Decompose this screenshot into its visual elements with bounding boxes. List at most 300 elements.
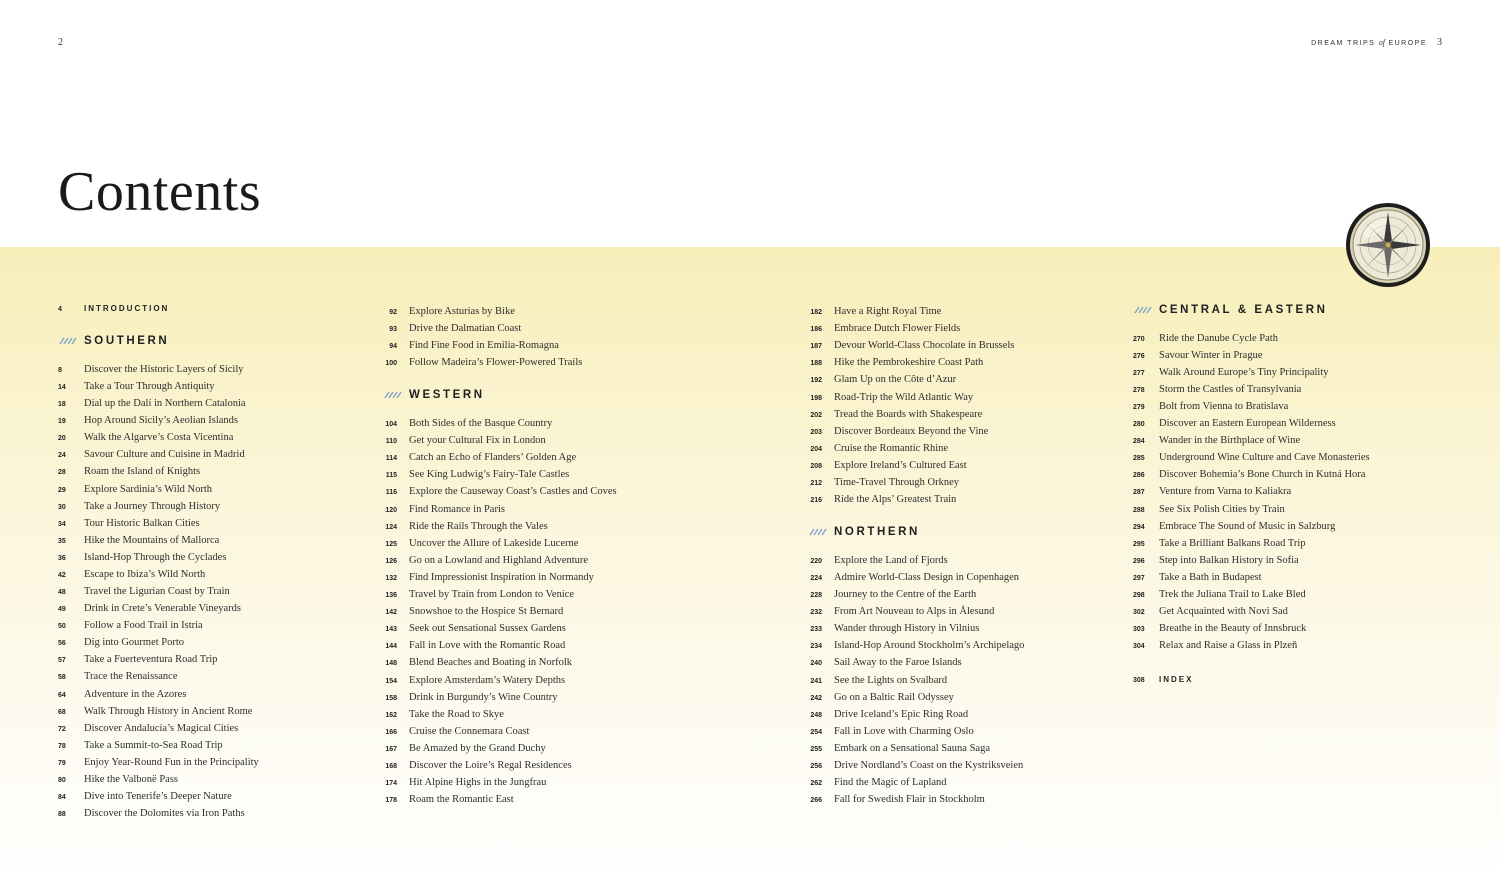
entry-page-number: 212 bbox=[810, 480, 822, 487]
entry-page-number: 35 bbox=[58, 537, 66, 545]
toc-entry[interactable] bbox=[58, 398, 246, 409]
toc-entry[interactable] bbox=[58, 535, 219, 546]
entry-title: Travel the Ligurian Coast by Train bbox=[84, 586, 230, 598]
toc-entry[interactable] bbox=[58, 569, 205, 580]
entry-title: Take a Journey Through History bbox=[84, 500, 221, 512]
entry-page-number: 80 bbox=[58, 776, 66, 784]
entry-page-number: 208 bbox=[810, 462, 822, 470]
entry-page-number: 286 bbox=[1133, 472, 1145, 480]
toc-entry[interactable] bbox=[1133, 589, 1306, 600]
entry-page-number: 79 bbox=[58, 759, 66, 767]
toc-entry[interactable] bbox=[808, 426, 988, 437]
toc-entry[interactable] bbox=[58, 364, 244, 375]
entry-page-number: 144 bbox=[385, 643, 397, 651]
entry-page-number: 68 bbox=[58, 708, 66, 716]
entry-page-number: 19 bbox=[58, 418, 66, 426]
entry-page-number: 36 bbox=[58, 554, 66, 562]
entry-title: Tour Historic Balkan Cities bbox=[84, 517, 200, 529]
toc-entry[interactable] bbox=[58, 723, 238, 734]
section-heading-western bbox=[383, 389, 485, 401]
entry-title: Go on a Baltic Rail Odyssey bbox=[834, 691, 954, 703]
entry-title: Road-Trip the Wild Atlantic Way bbox=[834, 391, 974, 403]
toc-entry[interactable] bbox=[58, 415, 238, 426]
entry-page-number: 302 bbox=[1133, 608, 1145, 616]
entry-title: Find Impressionist Inspiration in Normandy bbox=[409, 571, 594, 583]
entry-title: Fall in Love with Charming Oslo bbox=[834, 725, 974, 737]
toc-entry[interactable] bbox=[58, 706, 252, 717]
toc-entry[interactable] bbox=[58, 774, 178, 785]
toc-entry[interactable] bbox=[58, 552, 226, 563]
entry-page-number: 104 bbox=[385, 421, 397, 428]
entry-page-number: 224 bbox=[810, 575, 822, 583]
entry-page-number: 92 bbox=[389, 309, 397, 316]
entry-page-number: 142 bbox=[385, 609, 397, 617]
toc-entry[interactable] bbox=[383, 418, 552, 429]
toc-entry[interactable] bbox=[58, 586, 230, 597]
entry-title: Devour World-Class Chocolate in Brussels bbox=[834, 340, 1015, 352]
entry-title: Get Acquainted with Novi Sad bbox=[1159, 605, 1288, 617]
toc-entry[interactable] bbox=[383, 657, 572, 668]
toc-entry[interactable] bbox=[58, 432, 233, 443]
entry-title: Hop Around Sicily’s Aeolian Islands bbox=[84, 415, 238, 427]
entry-title: Embrace Dutch Flower Fields bbox=[834, 323, 961, 335]
entry-title: Discover Bohemia’s Bone Church in Kutná Hora bbox=[1159, 469, 1366, 481]
entry-page-number: 158 bbox=[385, 694, 397, 702]
entry-page-number: 148 bbox=[385, 660, 397, 668]
entry-title: From Art Nouveau to Alps in Ålesund bbox=[834, 606, 995, 618]
toc-entry[interactable] bbox=[383, 323, 521, 334]
entry-page-number: 256 bbox=[810, 762, 822, 770]
entry-title: Sail Away to the Faroe Islands bbox=[834, 657, 962, 669]
entry-title: See King Ludwig’s Fairy-Tale Castles bbox=[409, 469, 570, 481]
toc-entry[interactable] bbox=[808, 374, 956, 385]
entry-title: Storm the Castles of Transylvania bbox=[1159, 384, 1302, 396]
toc-entry[interactable] bbox=[1133, 333, 1278, 344]
toc-entry[interactable] bbox=[383, 623, 566, 634]
entry-page-number: 285 bbox=[1133, 455, 1145, 463]
toc-entry[interactable] bbox=[58, 449, 245, 460]
toc-entry[interactable] bbox=[383, 692, 558, 703]
entry-page-number: 100 bbox=[385, 360, 397, 368]
entry-page-number: 50 bbox=[58, 623, 66, 631]
toc-entry[interactable] bbox=[808, 726, 974, 737]
toc-entry[interactable] bbox=[383, 709, 504, 720]
toc-entry[interactable] bbox=[808, 606, 994, 617]
toc-entry[interactable] bbox=[808, 555, 948, 566]
toc-entry[interactable] bbox=[1133, 640, 1297, 651]
entry-page-number: 279 bbox=[1133, 404, 1145, 412]
toc-entry[interactable] bbox=[808, 477, 959, 488]
entry-title: Explore Sardinia’s Wild North bbox=[84, 483, 212, 495]
toc-entry[interactable] bbox=[1133, 435, 1300, 446]
toc-entry[interactable] bbox=[383, 306, 515, 317]
entry-title: Admire World-Class Design in Copenhagen bbox=[834, 572, 1020, 584]
entry-page-number: 8 bbox=[58, 367, 62, 374]
entry-title: Wander through History in Vilnius bbox=[834, 623, 980, 635]
entry-page-number: 58 bbox=[58, 674, 66, 682]
section-slashes-icon bbox=[808, 527, 834, 537]
entry-page-number: 186 bbox=[810, 326, 822, 334]
toc-entry[interactable] bbox=[383, 452, 576, 463]
entry-page-number: 29 bbox=[58, 486, 66, 494]
entry-title: Go on a Lowland and Highland Adventure bbox=[409, 554, 589, 566]
entry-page-number: 110 bbox=[385, 438, 397, 446]
toc-entry[interactable] bbox=[808, 589, 976, 600]
toc-entry[interactable] bbox=[808, 709, 968, 720]
toc-entry[interactable] bbox=[383, 777, 546, 788]
entry-title: Discover the Historic Layers of Sicily bbox=[84, 364, 244, 375]
entry-page-number: 174 bbox=[385, 780, 397, 788]
toc-entry[interactable] bbox=[1133, 452, 1370, 463]
entry-title: Travel by Train from London to Venice bbox=[409, 589, 575, 600]
entry-page-number: 136 bbox=[385, 592, 397, 599]
entry-title: Follow Madeira’s Flower-Powered Trails bbox=[409, 357, 583, 369]
toc-entry[interactable] bbox=[58, 484, 212, 495]
entry-page-number: 78 bbox=[58, 742, 66, 750]
section-heading-southern bbox=[58, 335, 169, 347]
entry-title: Discover the Loire’s Regal Residences bbox=[409, 760, 572, 771]
entry-page-number: 203 bbox=[810, 428, 822, 436]
entry-title: Adventure in the Azores bbox=[84, 688, 187, 700]
toc-entry[interactable] bbox=[383, 726, 529, 737]
entry-title: Get your Cultural Fix in London bbox=[409, 435, 546, 447]
entry-title: Ride the Rails Through the Vales bbox=[409, 520, 548, 532]
toc-entry[interactable] bbox=[808, 323, 960, 334]
entry-title: Uncover the Allure of Lakeside Lucerne bbox=[409, 537, 579, 549]
entry-page-number: 64 bbox=[58, 691, 66, 699]
entry-title: Snowshoe to the Hospice St Bernard bbox=[409, 606, 564, 618]
entry-page-number: 240 bbox=[810, 660, 822, 668]
entry-page-number: 114 bbox=[385, 455, 397, 463]
toc-entry[interactable] bbox=[1133, 521, 1335, 532]
toc-entry[interactable] bbox=[1133, 350, 1263, 361]
toc-entry[interactable] bbox=[383, 521, 548, 532]
toc-entry[interactable] bbox=[808, 794, 985, 805]
entry-title: Roam the Island of Knights bbox=[84, 466, 201, 478]
entry-title: Hit Alpine Highs in the Jungfrau bbox=[409, 777, 547, 789]
toc-entry[interactable] bbox=[1133, 606, 1288, 617]
toc-entry[interactable] bbox=[808, 675, 947, 686]
toc-entry[interactable] bbox=[808, 692, 954, 703]
toc-entry[interactable] bbox=[1133, 555, 1299, 566]
toc-entry[interactable] bbox=[383, 538, 578, 549]
entry-page-number: 198 bbox=[810, 394, 822, 402]
toc-entry[interactable] bbox=[58, 689, 186, 700]
entry-page-number: 241 bbox=[810, 677, 822, 685]
section-slashes-icon bbox=[58, 336, 84, 346]
entry-page-number: 34 bbox=[58, 520, 66, 528]
toc-entry[interactable] bbox=[808, 572, 1019, 583]
entry-page-number: 270 bbox=[1133, 336, 1145, 343]
entry-page-number: 116 bbox=[385, 489, 397, 497]
entry-page-number: 162 bbox=[385, 711, 397, 719]
entry-page-number: 18 bbox=[58, 401, 66, 409]
toc-entry[interactable] bbox=[1133, 623, 1306, 634]
toc-entry[interactable] bbox=[808, 340, 1014, 351]
entry-page-number: 57 bbox=[58, 657, 66, 665]
entry-title: Roam the Romantic East bbox=[409, 794, 514, 806]
entry-title: Breathe in the Beauty of Innsbruck bbox=[1159, 622, 1307, 634]
entry-title: Embark on a Sensational Sauna Saga bbox=[834, 742, 991, 754]
toc-entry[interactable] bbox=[1133, 538, 1306, 549]
entry-title: See Six Polish Cities by Train bbox=[1159, 503, 1285, 515]
toc-entry[interactable] bbox=[808, 760, 1023, 771]
entry-title: Dive into Tenerife’s Deeper Nature bbox=[84, 791, 232, 802]
page-number-left: 2 bbox=[58, 37, 63, 48]
entry-title: Take a Summit-to-Sea Road Trip bbox=[84, 739, 223, 751]
entry-page-number: 296 bbox=[1133, 557, 1145, 565]
entry-page-number: 166 bbox=[385, 728, 397, 736]
toc-entry[interactable] bbox=[808, 460, 967, 471]
entry-title: Tread the Boards with Shakespeare bbox=[834, 408, 983, 420]
entry-page-number: 56 bbox=[58, 640, 66, 648]
toc-entry[interactable] bbox=[808, 777, 947, 788]
entry-page-number: 242 bbox=[810, 694, 822, 702]
entry-page-number: 115 bbox=[385, 472, 397, 480]
entry-title: Walk Around Europe’s Tiny Principality bbox=[1159, 367, 1329, 379]
toc-entry[interactable] bbox=[383, 589, 574, 600]
toc-entry[interactable] bbox=[808, 443, 948, 454]
entry-page-number: 167 bbox=[385, 745, 397, 753]
toc-entry[interactable] bbox=[1133, 418, 1336, 429]
entry-page-number: 72 bbox=[58, 725, 66, 733]
toc-entry[interactable] bbox=[808, 306, 941, 317]
toc-entry[interactable] bbox=[383, 486, 617, 497]
toc-entry[interactable] bbox=[58, 757, 259, 768]
page-title: Contents bbox=[58, 161, 262, 223]
toc-entry[interactable] bbox=[1133, 384, 1301, 395]
entry-page-number: 288 bbox=[1133, 506, 1145, 514]
entry-title: Blend Beaches and Boating in Norfolk bbox=[409, 657, 573, 669]
running-head-part-a: DREAM TRIPS bbox=[1311, 40, 1376, 47]
running-head-part-b: EUROPE bbox=[1388, 40, 1427, 47]
toc-entry[interactable] bbox=[383, 469, 569, 480]
entry-title: Drink in Crete’s Venerable Vineyards bbox=[84, 603, 242, 615]
entry-page-number: 216 bbox=[810, 497, 822, 505]
entry-page-number: 143 bbox=[385, 626, 397, 634]
entry-page-number: 262 bbox=[810, 780, 822, 788]
entry-page-number: 120 bbox=[385, 506, 397, 514]
entry-title: Take a Brilliant Balkans Road Trip bbox=[1159, 537, 1306, 549]
entry-page-number: 295 bbox=[1133, 540, 1145, 548]
entry-page-number: 255 bbox=[810, 745, 822, 753]
entry-title: Explore Asturias by Bike bbox=[409, 306, 515, 317]
index-entry[interactable] bbox=[1133, 675, 1193, 684]
entry-title: Discover an Eastern European Wilderness bbox=[1159, 418, 1336, 430]
entry-page-number: 278 bbox=[1133, 387, 1145, 395]
toc-entry[interactable] bbox=[383, 357, 582, 368]
entry-title: Explore Ireland’s Cultured East bbox=[834, 459, 967, 471]
entry-title: Savour Culture and Cuisine in Madrid bbox=[84, 449, 245, 461]
entry-title: Fall in Love with the Romantic Road bbox=[409, 640, 566, 652]
toc-entry[interactable] bbox=[808, 494, 956, 505]
entry-page-number: 234 bbox=[810, 643, 822, 651]
entry-title: Explore Amsterdam’s Watery Depths bbox=[409, 674, 566, 686]
entry-title: Trace the Renaissance bbox=[84, 671, 178, 683]
section-slashes-icon bbox=[383, 390, 409, 400]
entry-title: Ride the Danube Cycle Path bbox=[1159, 333, 1278, 344]
toc-entry[interactable] bbox=[58, 671, 178, 682]
toc-entry[interactable] bbox=[58, 654, 217, 665]
toc-entry[interactable] bbox=[383, 435, 546, 446]
toc-entry[interactable] bbox=[58, 381, 215, 392]
toc-entry[interactable] bbox=[383, 743, 546, 754]
entry-page-number: 233 bbox=[810, 626, 822, 634]
entry-page-number: 132 bbox=[385, 574, 397, 582]
entry-page-number: 30 bbox=[58, 503, 66, 511]
entry-title: Discover Andalucía’s Magical Cities bbox=[84, 722, 239, 734]
section-heading-label: CENTRAL & EASTERN bbox=[1159, 304, 1328, 316]
entry-page-number: 228 bbox=[810, 592, 822, 600]
section-heading-central-eastern bbox=[1133, 304, 1328, 316]
entry-title: Have a Right Royal Time bbox=[834, 306, 942, 317]
entry-title: Wander in the Birthplace of Wine bbox=[1159, 435, 1301, 447]
entry-title: Escape to Ibiza’s Wild North bbox=[84, 568, 206, 580]
entry-page-number: 49 bbox=[58, 606, 66, 614]
entry-title: Ride the Alps’ Greatest Train bbox=[834, 494, 957, 506]
entry-page-number: 220 bbox=[810, 558, 822, 565]
entry-title: Cruise the Connemara Coast bbox=[409, 725, 530, 737]
entry-page-number: 93 bbox=[389, 326, 397, 334]
entry-title: Discover the Dolomites via Iron Paths bbox=[84, 808, 245, 820]
running-head-text bbox=[1311, 38, 1427, 47]
toc-entry[interactable] bbox=[808, 357, 983, 368]
section-heading-northern bbox=[808, 526, 920, 538]
entry-page-number: 48 bbox=[58, 589, 66, 597]
toc-entry[interactable] bbox=[58, 518, 200, 529]
entry-title: Dial up the Dalí in Northern Catalonia bbox=[84, 398, 246, 410]
entry-title: Walk Through History in Ancient Rome bbox=[84, 705, 253, 717]
compass-icon bbox=[1345, 202, 1431, 288]
toc-entry[interactable] bbox=[58, 603, 241, 614]
toc-entry[interactable] bbox=[383, 340, 559, 351]
entry-page-number: 168 bbox=[385, 763, 397, 770]
toc-entry[interactable] bbox=[1133, 469, 1365, 480]
toc-entry[interactable] bbox=[808, 409, 982, 420]
entry-page-number: 187 bbox=[810, 343, 822, 351]
entry-title: Take the Road to Skye bbox=[409, 708, 504, 720]
toc-entry[interactable] bbox=[808, 392, 973, 403]
toc-entry[interactable] bbox=[808, 743, 990, 754]
entry-page-number: 4 bbox=[58, 306, 62, 313]
entry-page-number: 280 bbox=[1133, 421, 1145, 429]
entry-title: Explore the Causeway Coast’s Castles and Coves bbox=[409, 486, 617, 498]
section-heading-label: SOUTHERN bbox=[84, 335, 170, 347]
entry-page-number: 14 bbox=[58, 384, 66, 392]
entry-title: Cruise the Romantic Rhine bbox=[834, 442, 949, 454]
entry-page-number: 188 bbox=[810, 360, 822, 368]
entry-page-number: 154 bbox=[385, 677, 397, 685]
entry-page-number: 24 bbox=[58, 452, 66, 460]
toc-entry[interactable] bbox=[383, 555, 588, 566]
entry-title: Take a Fuerteventura Road Trip bbox=[84, 654, 218, 666]
toc-entry[interactable] bbox=[58, 466, 200, 477]
entry-title: Drink in Burgundy’s Wine Country bbox=[409, 691, 558, 703]
entry-page-number: 276 bbox=[1133, 353, 1145, 361]
entry-title: Be Amazed by the Grand Duchy bbox=[409, 742, 546, 754]
entry-title: Journey to the Centre of the Earth bbox=[834, 589, 977, 601]
entry-title: Take a Bath in Budapest bbox=[1159, 571, 1262, 583]
entry-title: Find the Magic of Lapland bbox=[834, 777, 947, 789]
entry-page-number: 248 bbox=[810, 711, 822, 719]
entry-page-number: 20 bbox=[58, 435, 66, 443]
entry-title: INDEX bbox=[1159, 675, 1194, 684]
entry-page-number: 304 bbox=[1133, 642, 1145, 650]
toc-entry[interactable] bbox=[1133, 504, 1285, 515]
entry-page-number: 94 bbox=[389, 343, 397, 351]
toc-entry[interactable] bbox=[1133, 367, 1329, 378]
toc-entry[interactable] bbox=[58, 620, 203, 631]
toc-entry[interactable] bbox=[383, 675, 565, 686]
toc-entry[interactable] bbox=[383, 504, 505, 515]
toc-entry[interactable] bbox=[808, 640, 1024, 651]
entry-title: Bolt from Vienna to Bratislava bbox=[1159, 401, 1289, 413]
page-number-right: 3 bbox=[1437, 37, 1442, 48]
entry-page-number: 297 bbox=[1133, 574, 1145, 582]
entry-title: Fall for Swedish Flair in Stockholm bbox=[834, 794, 985, 806]
toc-entry[interactable] bbox=[1133, 486, 1291, 497]
toc-entry[interactable] bbox=[383, 606, 563, 617]
entry-title: Dig into Gourmet Porto bbox=[84, 637, 185, 649]
entry-page-number: 266 bbox=[810, 797, 822, 805]
entry-title: Explore the Land of Fjords bbox=[834, 555, 948, 566]
entry-title: Glam Up on the Côte d’Azur bbox=[834, 374, 957, 386]
toc-entry[interactable] bbox=[383, 640, 565, 651]
toc-entry[interactable] bbox=[58, 740, 223, 751]
entry-page-number: 126 bbox=[385, 557, 397, 565]
entry-page-number: 182 bbox=[810, 309, 822, 316]
entry-title: Take a Tour Through Antiquity bbox=[84, 381, 215, 393]
entry-title: Relax and Raise a Glass in Plzeň bbox=[1159, 639, 1298, 651]
entry-page-number: 284 bbox=[1133, 438, 1145, 446]
entry-page-number: 28 bbox=[58, 469, 66, 477]
entry-title: See the Lights on Svalbard bbox=[834, 674, 948, 686]
entry-title: Island-Hop Around Stockholm’s Archipelago bbox=[834, 640, 1025, 652]
toc-entry[interactable] bbox=[383, 794, 514, 805]
toc-entry[interactable] bbox=[383, 760, 572, 771]
toc-entry[interactable] bbox=[383, 572, 594, 583]
section-slashes-icon bbox=[1133, 305, 1159, 315]
entry-page-number: 178 bbox=[385, 797, 397, 805]
introduction-entry[interactable] bbox=[58, 304, 169, 313]
entry-title: Find Fine Food in Emilia-Romagna bbox=[409, 340, 559, 352]
toc-entry[interactable] bbox=[58, 791, 232, 802]
toc-entry[interactable] bbox=[808, 657, 962, 668]
entry-page-number: 84 bbox=[58, 794, 66, 801]
entry-title: Seek out Sensational Sussex Gardens bbox=[409, 623, 566, 635]
entry-page-number: 202 bbox=[810, 411, 822, 419]
entry-title: Island-Hop Through the Cyclades bbox=[84, 551, 227, 563]
entry-title: Time-Travel Through Orkney bbox=[834, 477, 960, 488]
toc-entry[interactable] bbox=[1133, 401, 1288, 412]
toc-entry[interactable] bbox=[58, 808, 245, 819]
toc-entry[interactable] bbox=[1133, 572, 1262, 583]
entry-page-number: 298 bbox=[1133, 591, 1145, 599]
running-head bbox=[1311, 37, 1442, 48]
entry-title: INTRODUCTION bbox=[84, 304, 170, 313]
entry-page-number: 277 bbox=[1133, 370, 1145, 378]
entry-page-number: 42 bbox=[58, 571, 66, 579]
toc-entry[interactable] bbox=[58, 501, 220, 512]
toc-entry[interactable] bbox=[58, 637, 184, 648]
section-heading-label: NORTHERN bbox=[834, 526, 920, 538]
entry-page-number: 232 bbox=[810, 609, 822, 617]
entry-page-number: 287 bbox=[1133, 489, 1145, 497]
entry-title: Catch an Echo of Flanders’ Golden Age bbox=[409, 452, 577, 464]
entry-title: Both Sides of the Basque Country bbox=[409, 418, 553, 429]
entry-title: Embrace The Sound of Music in Salzburg bbox=[1159, 520, 1336, 532]
toc-entry[interactable] bbox=[808, 623, 979, 634]
